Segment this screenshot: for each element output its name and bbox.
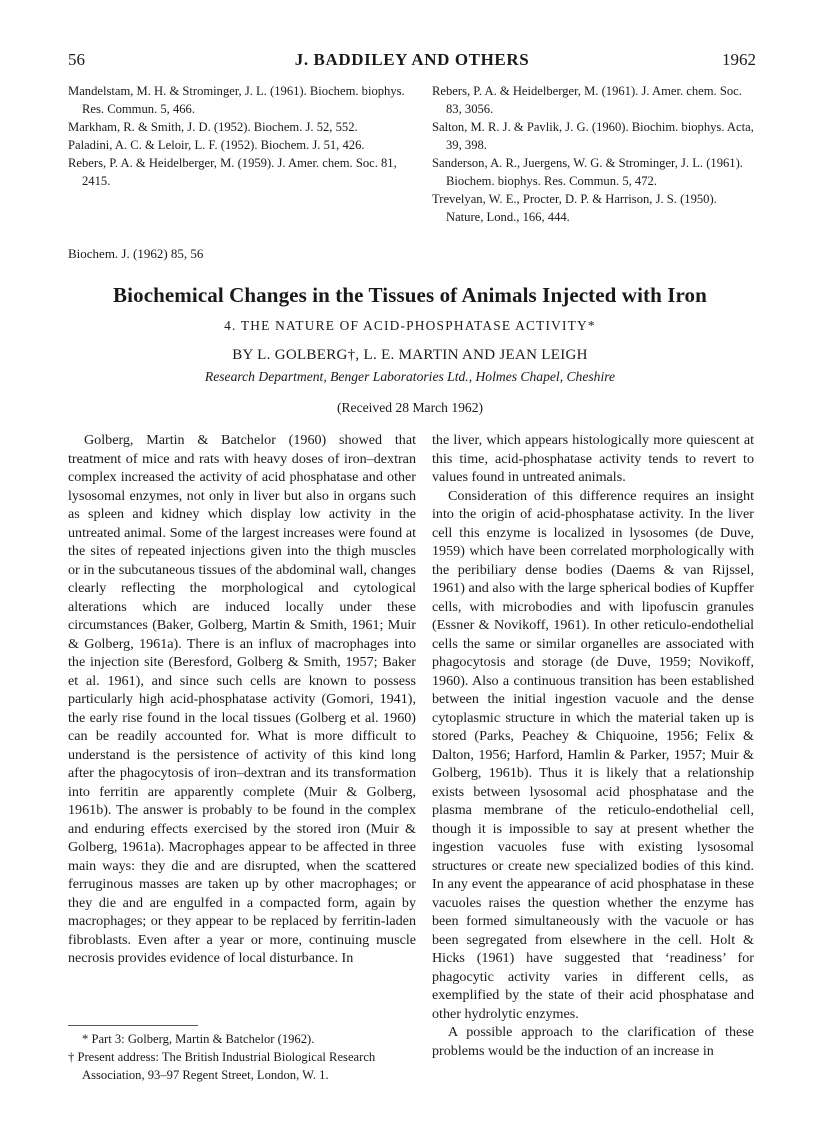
body-paragraph: Consideration of this difference requires an insight into the origin of acid-phosphatase activity. In the liver cell this enzyme is localized in lysosomes (de Duve, 1959) which have been correlated morphologically with the peribiliary dense bodies (Daems & van Rijssel, 1961) and also with the large spherical bodies of Kupffer cells, with microbodies and with lipofuscin granules (Essner & Novikoff, 1961). In other reticulo-endothelial cells the same or similar organelles are associated with phagocytosis and storage (de Duve, 1959; Novikoff, 1960). Also a continuous transition has been established between the initial ingestion vacuole and the dense cytoplasmic structure in which the material taken up is stored (Parks, Peachey & Chiquoine, 1956; Felix & Dalton, 1956; Harford, Hamlin & Parker, 1957; Muir & Golberg, 1961b). Thus it is likely that a relationship exists between lysosomal acid phosphatase and the plasma membrane of the reticulo-endothelial cell, though it is impossible to say at present whether the ingestion vacuoles fuse with existing lysosomal structures or create new specialized bodies of this kind. In any event the appearance of acid phosphatase in these vacuoles raises the question whether the enzyme has been formed simultaneously with the vacuole or has been segregated from elsewhere in the cell. Holt & Hicks (1961) have suggested that ‘readiness’ for phagocytic activity varies in different cells, as exemplified by the state of their acid phosphatase and other hydrolytic enzymes. [432,487,754,1022]
reference-item: Trevelyan, W. E., Procter, D. P. & Harrison, J. S. (1950). Nature, Lond., 166, 444. [432,192,717,224]
author-affiliation: Research Department, Benger Laboratories Ltd., Holmes Chapel, Cheshire [204,369,616,384]
references-left-column [68,82,416,190]
reference-item: Paladini, A. C. & Leloir, L. F. (1952). Biochem. J. 51, 426. [68,138,365,152]
page-number: 56 [68,50,85,69]
reference-item: Salton, M. R. J. & Pavlik, J. G. (1960). Biochim. biophys. Acta, 39, 398. [432,120,754,152]
article-title: Biochemical Changes in the Tissues of Animals Injected with Iron [113,283,707,307]
footnote-divider [68,1025,198,1026]
article-subtitle: 4. THE NATURE OF ACID-PHOSPHATASE ACTIVITY* [224,318,596,333]
footnote-item: † Present address: The British Industrial Biological Research Association, 93–97 Regent Street, London, W. 1. [68,1050,376,1082]
reference-item: Rebers, P. A. & Heidelberger, M. (1961). J. Amer. chem. Soc. 83, 3056. [432,84,742,116]
body-column-left [68,431,416,968]
received-date: (Received 28 March 1962) [336,400,484,415]
author-byline: BY L. GOLBERG†, L. E. MARTIN AND JEAN LEIGH [232,347,588,363]
article-citation: Biochem. J. (1962) 85, 56 [68,246,204,261]
body-paragraph: A possible approach to the clarification of these problems would be the induction of an increase in [432,1024,754,1059]
references-right-column [432,82,754,226]
footnotes [68,1030,416,1084]
body-column-right [432,431,754,1060]
running-title: J. BADDILEY AND OTHERS [294,50,530,69]
reference-item: Markham, R. & Smith, J. D. (1952). Biochem. J. 52, 552. [68,120,358,134]
body-paragraph: Golberg, Martin & Batchelor (1960) showed that treatment of mice and rats with heavy doses of iron–dextran complex increased the activity of acid phosphatase and other lysosomal enzymes, not only in liver but also in organs such as spleen and kidney which display low activity in the untreated animal. Some of the largest increases were found at the sites of repeated injections given into the thigh muscles or in the subcutaneous tissues of the abdominal wall, changes clearly reflecting the morphological and cytological alterations which are induced locally under these circumstances (Baker, Golberg, Martin & Smith, 1961; Muir & Golberg, 1961a). There is an influx of macrophages into the injection site (Beresford, Golberg & Smith, 1957; Baker et al. 1961), and since such cells are known to possess particularly high acid-phosphatase activity (Gomori, 1941), the early rise found in the local tissues (Golberg et al. 1960) can be readily accounted for. What is more difficult to understand is the persistence of activity of this kind long after the phagocytosis of iron–dextran and its transformation into ferritin are apparently complete (Muir & Golberg, 1961b). The answer is probably to be found in the complex and enduring effects exercised by the stored iron (Muir & Golberg, 1961a). Macrophages appear to be affected in three main ways: they die and are disrupted, when the scattered ferruginous masses are taken up by other macrophages; or they die and are engulfed in a compacted form, again by macrophages; or they appear to be replaced by ferritin-laden fibroblasts. Even after a year or more, continuing muscle necrosis provides evidence of local disturbance. In [68,432,416,966]
body-paragraph: the liver, which appears histologically more quiescent at this time, acid-phosphatase activity tends to revert to values found in untreated animals. [432,432,754,485]
reference-item: Rebers, P. A. & Heidelberger, M. (1959). J. Amer. chem. Soc. 81, 2415. [68,156,397,188]
footnote-item: * Part 3: Golberg, Martin & Batchelor (1962). [82,1032,315,1046]
header-year: 1962 [722,50,756,69]
reference-item: Sanderson, A. R., Juergens, W. G. & Strominger, J. L. (1961). Biochem. biophys. Res. Commun. 5, 472. [432,156,743,188]
reference-item: Mandelstam, M. H. & Strominger, J. L. (1961). Biochem. biophys. Res. Commun. 5, 466. [68,84,405,116]
running-head [68,50,756,76]
